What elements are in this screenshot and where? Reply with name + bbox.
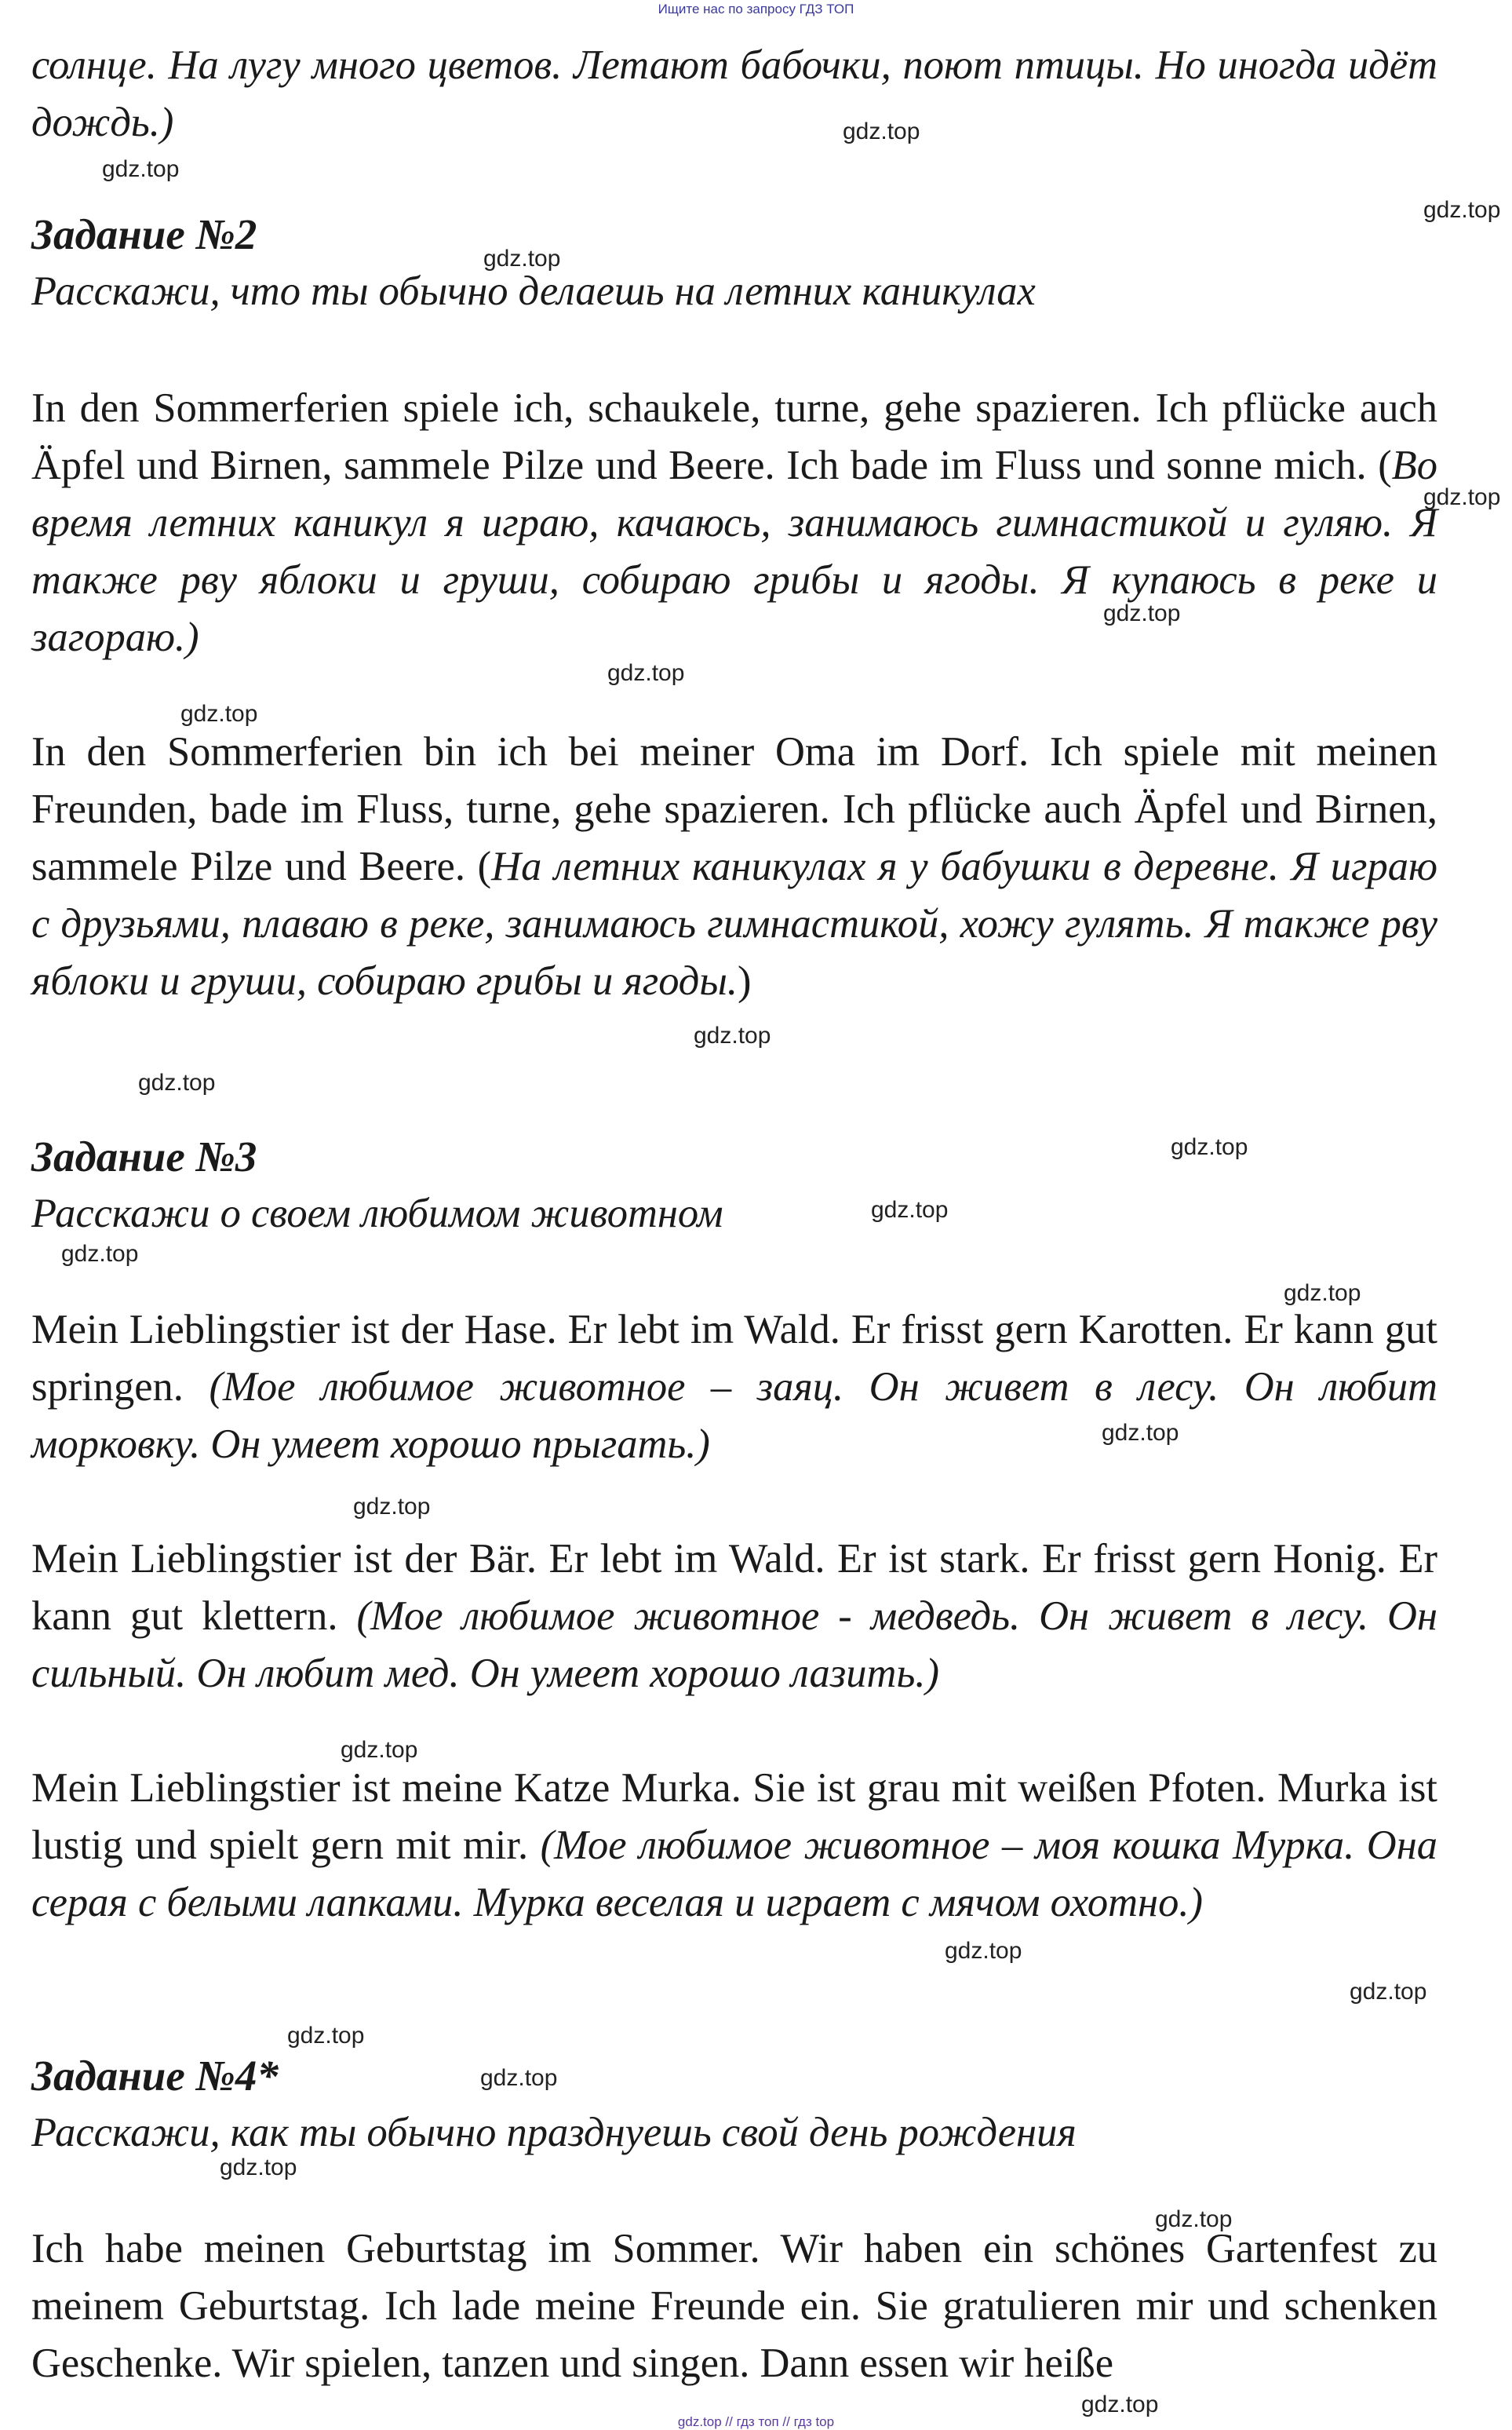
task-2-answer-2 [31,724,1437,1010]
watermark: gdz.top [945,1938,1022,1964]
watermark: gdz.top [353,1494,431,1520]
answer-de-text: In den Sommerferien spiele ich, schaukele, turne, gehe spazieren. Ich pflücke auch Äpfel und Birnen, sammele Pilze und Beere. Ich bade im Fluss und sonne mich. ( [31,385,1437,488]
task-3-answer-2 [31,1531,1437,1702]
watermark: gdz.top [1423,484,1501,510]
task-3-heading: Задание №3 [31,1133,257,1180]
watermark: gdz.top [138,1070,216,1096]
answer-tail-text: ) [738,958,752,1004]
watermark: gdz.top [871,1197,949,1223]
watermark: gdz.top [1102,1420,1179,1446]
answer-de-text: Mein Lieblingstier ist meine Katze Murka. Sie ist grau mit weißen Pfoten. Murka ist lustig und spielt gern mit mir. [31,1765,1437,1868]
watermark: gdz.top [1155,2206,1233,2232]
search-hint-banner: Ищите нас по запросу ГДЗ ТОП [658,2,854,16]
watermark: gdz.top [1423,197,1501,223]
task-3-answer-1 [31,1301,1437,1473]
answer-ru-text: (Мое любимое животное – заяц. Он живет в лесу. Он любит морковку. Он умеет хорошо прыгать.) [31,1364,1437,1467]
watermark: gdz.top [607,660,685,686]
watermark: gdz.top [1350,1979,1427,2005]
watermark: gdz.top [483,246,561,272]
watermark: gdz.top [694,1023,771,1049]
answer-ru-text: (Мое любимое животное – моя кошка Мурка. Она серая с белыми лапками. Мурка веселая и играет с мячом охотно.) [31,1822,1438,1925]
task-2-prompt: Расскажи, что ты обычно делаешь на летних каникулах [31,268,1036,314]
task-4-prompt: Расскажи, как ты обычно празднуешь свой день рождения [31,2110,1077,2155]
intro-paragraph: солнце. На лугу много цветов. Летают бабочки, поют птицы. Но иногда идёт дождь.) [31,42,1437,145]
watermark: gdz.top [220,2155,297,2180]
task-3-prompt: Расскажи о своем любимом животном [31,1191,723,1236]
watermark: gdz.top [1284,1280,1361,1306]
watermark: gdz.top [1103,600,1181,626]
answer-de-text: Mein Lieblingstier ist der Hase. Er lebt im Wald. Er frisst gern Karotten. Er kann gut springen. [31,1307,1437,1410]
watermark: gdz.top [480,2065,558,2091]
answer-de-text: Mein Lieblingstier ist der Bär. Er lebt im Wald. Er ist stark. Er frisst gern Honig. Er kann gut klettern. [31,1536,1437,1639]
watermark: gdz.top [287,2023,365,2049]
footer-watermark-line: gdz.top // гдз топ // гдз top [677,2414,835,2429]
watermark: gdz.top [843,119,920,144]
watermark: gdz.top [341,1737,418,1763]
watermark: gdz.top [61,1241,139,1267]
task-4-heading: Задание №4* [31,2052,279,2100]
watermark: gdz.top [180,701,258,727]
answer-de-text: Ich habe meinen Geburtstag im Sommer. Wir haben ein schönes Gartenfest zu meinem Geburtstag. Ich lade meine Freunde ein. Sie gratulieren mir und schenken Geschenke. Wir spielen, tanzen und singen. Dann essen wir heiße [31,2226,1437,2386]
watermark: gdz.top [1081,2392,1159,2417]
answer-ru-text: На летних каникулах я у бабушки в деревне. Я играю с друзьями, плаваю в реке, занимаюсь гимнастикой, хожу гулять. Я также рву яблоки и груши, собираю грибы и ягоды. [31,844,1437,1004]
answer-de-text: In den Sommerferien bin ich bei meiner Oma im Dorf. Ich spiele mit meinen Freunden, bade im Fluss, turne, gehe spazieren. Ich pflücke auch Äpfel und Birnen, sammele Pilze und Beere. ( [31,729,1437,889]
watermark: gdz.top [1171,1134,1248,1160]
task-2-heading: Задание №2 [31,210,257,258]
watermark: gdz.top [102,156,180,182]
answer-ru-text: Во время летних каникул я играю, качаюсь, занимаюсь гимнастикой и гуляю. Я также рву яблоки и груши, собираю грибы и ягоды. Я купаюсь в реке и загораю.) [31,443,1437,660]
answer-ru-text: (Мое любимое животное - медведь. Он живет в лесу. Он сильный. Он любит мед. Он умеет хорошо лазить.) [31,1593,1437,1696]
task-3-answer-3 [31,1760,1437,1932]
task-4-answer-1 [31,2220,1437,2392]
task-2-answer-1 [31,380,1437,666]
